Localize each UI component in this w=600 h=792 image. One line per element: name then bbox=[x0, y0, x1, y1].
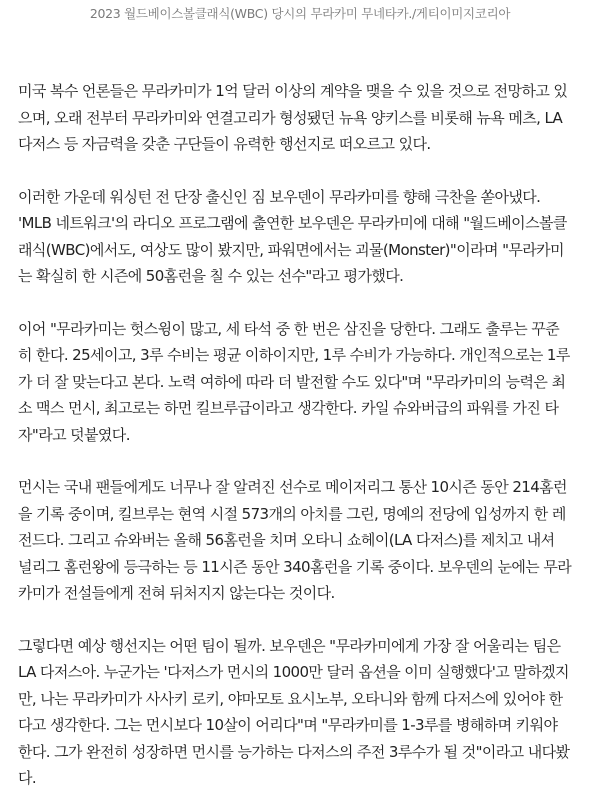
text-line: 널리그 홈런왕에 등극하는 등 11시즌 동안 340홈런을 기록 중이다. 보우덴의 눈에는 무라 bbox=[18, 557, 572, 576]
text-line: 먼시는 국내 팬들에게도 너무나 잘 알려진 선수로 메이저리그 통산 10시즌 동안 214홈런 bbox=[18, 478, 567, 496]
text-line: 을 기록 중이며, 킬브루는 현역 시절 573개의 아치를 그린, 명예의 전당에 입성까지 한 레 bbox=[18, 504, 566, 523]
text-line: 이러한 가운데 워싱턴 전 단장 출신인 짐 보우덴이 무라카미를 향해 극찬을 쏟아냈다. bbox=[18, 187, 541, 206]
photo-caption: 2023 월드베이스볼클래식(WBC) 당시의 무라카미 무네타카./게티이미지코리아 bbox=[89, 6, 511, 21]
paragraph-4 bbox=[18, 474, 582, 607]
text-line: 다저스 등 자금력을 갖춘 구단들이 유력한 행선지로 떠오르고 있다. bbox=[18, 135, 431, 153]
text-line: LA 다저스아. 누군가는 '다저스가 먼시의 1000만 달러 옵션을 이미 실행했다'고 말하겠지 bbox=[18, 663, 569, 681]
text-line: 자"라고 덧붙였다. bbox=[18, 425, 130, 444]
text-line: 한다. 그가 완전히 성장하면 먼시를 능가하는 다저스의 주전 3루수가 될 것"이라고 내다봤 bbox=[18, 742, 570, 761]
text-line: 소 맥스 먼시, 최고로는 하먼 킬브루급이라고 생각한다. 카일 슈와버급의 파워를 가진 타 bbox=[18, 399, 559, 417]
paragraph-1 bbox=[18, 78, 582, 158]
text-line: 전드다. 그리고 슈와버는 올해 56홈런을 치며 오타니 쇼헤이(LA 다저스)를 제치고 내셔 bbox=[18, 531, 555, 549]
text-line: 그렇다면 예상 행선지는 어떤 팀이 될까. 보우덴은 "무라카미에게 가장 잘 어울리는 팀은 bbox=[18, 636, 561, 655]
text-line: 만, 나는 무라카미가 사사키 로키, 야마모토 요시노부, 오타니와 함께 다저스에 있어야 한 bbox=[18, 689, 563, 708]
text-line: 는 확실히 한 시즌에 50홈런을 칠 수 있는 선수"라고 평가했다. bbox=[18, 267, 404, 285]
text-line: 다고 생각한다. 그는 먼시보다 10살이 어리다"며 "무라카미를 1-3루를 병해하며 키워야 bbox=[18, 716, 558, 734]
text-line: 미국 복수 언론들은 무라카미가 1억 달러 이상의 계약을 맺을 수 있을 것으로 전망하고 있 bbox=[18, 82, 568, 100]
text-line: 다. bbox=[18, 769, 37, 787]
text-line: 래식(WBC)에서도, 여상도 많이 봤지만, 파워면에서는 괴물(Monster)"이라며 "무라카미 bbox=[18, 240, 564, 259]
text-line: 히 한다. 25세이고, 3루 수비는 평균 이하이지만, 1루 수비가 가능하다. 개인적으로는 1루 bbox=[18, 346, 570, 364]
text-line: 으며, 오래 전부터 무라카미와 연결고리가 형성됐던 뉴욕 양키스를 비롯해 뉴욕 메츠, LA bbox=[18, 108, 563, 127]
text-line: 이어 "무라카미는 헛스윙이 많고, 세 타석 중 한 번은 삼진을 당한다. 그래도 출루는 꾸준 bbox=[18, 319, 560, 338]
paragraph-2 bbox=[18, 184, 582, 290]
article-body bbox=[0, 78, 600, 792]
text-line: 'MLB 네트워크'의 라디오 프로그램에 출연한 보우덴은 무라카미에 대해 "월드베이스볼클 bbox=[18, 214, 567, 232]
paragraph-5 bbox=[18, 633, 582, 792]
text-line: 카미가 전설들에게 전혀 뒤처지지 않는다는 것이다. bbox=[18, 584, 335, 602]
text-line: 가 더 잘 맞는다고 본다. 노력 여하에 따라 더 발전할 수도 있다"며 "무라카미의 능력은 최 bbox=[18, 372, 566, 391]
paragraph-3 bbox=[18, 316, 582, 449]
